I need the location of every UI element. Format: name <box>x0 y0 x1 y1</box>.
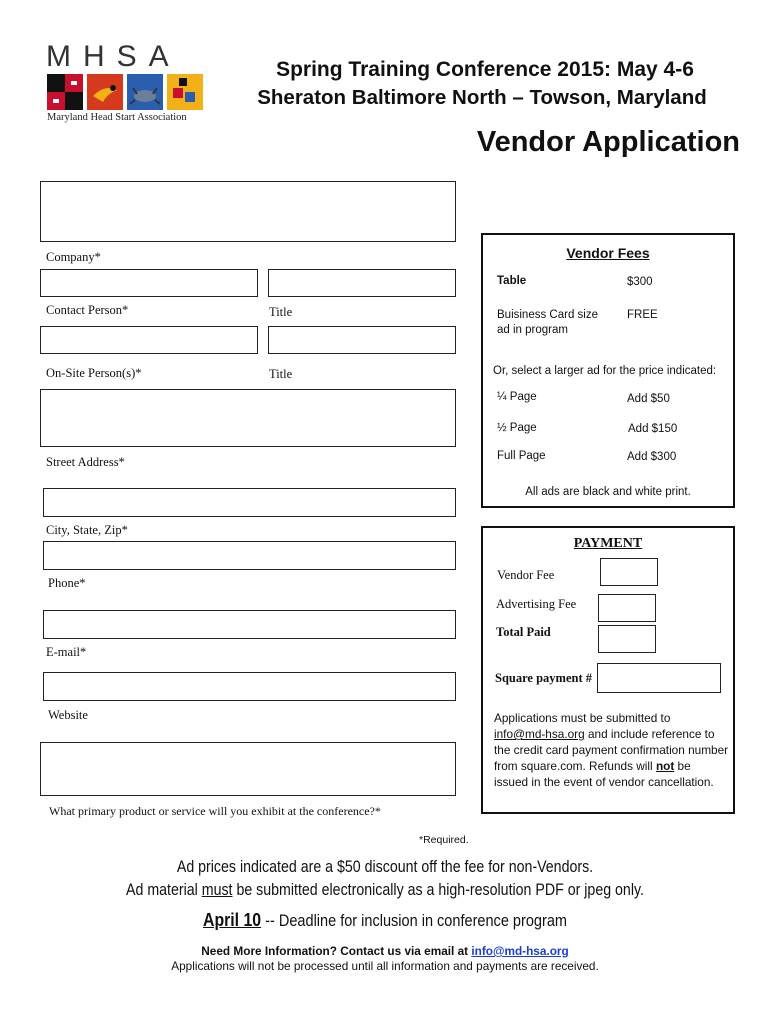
payment-note-line-2-text: and include reference to <box>584 727 715 741</box>
onsite-title-label: Title <box>269 367 293 381</box>
logo-tiles-icon <box>47 74 209 110</box>
larger-ad-note: Or, select a larger ad for the price indicated: <box>493 365 717 377</box>
business-card-label-1: Buisiness Card size <box>497 309 598 321</box>
contact-person-label: Contact Person* <box>46 303 129 317</box>
onsite-person-input[interactable] <box>40 326 258 354</box>
square-payment-label: Square payment # <box>495 671 593 685</box>
payment-note-line-4-end: be <box>674 759 691 773</box>
square-payment-input[interactable] <box>597 663 721 693</box>
payment-panel <box>481 526 735 814</box>
vendor-fee-label: Vendor Fee <box>497 568 555 582</box>
payment-note-line-5: issued in the event of vendor cancellation. <box>494 775 714 789</box>
contact-person-input[interactable] <box>40 269 258 297</box>
logo-subtitle: Maryland Head Start Association <box>47 112 187 123</box>
logo-image <box>47 74 209 110</box>
quarter-page-label: ¼ Page <box>497 391 537 403</box>
advertising-fee-label: Advertising Fee <box>496 597 577 611</box>
contact-title-label: Title <box>269 305 293 319</box>
contact-title-input[interactable] <box>268 269 456 297</box>
deadline-text: -- Deadline for inclusion in conference program <box>261 912 567 930</box>
payment-note-line-4 <box>494 758 734 774</box>
total-paid-input[interactable] <box>598 625 656 653</box>
deadline-date: April 10 <box>203 910 262 930</box>
payment-note-line-4-text: from square.com. Refunds will <box>494 759 656 773</box>
payment-note-line-1: Applications must be submitted to <box>494 711 671 725</box>
contact-email-link[interactable]: info@md-hsa.org <box>471 944 569 958</box>
conference-title: Spring Training Conference 2015: May 4-6 <box>276 58 694 81</box>
company-input[interactable] <box>40 181 456 242</box>
full-page-label: Full Page <box>497 450 546 462</box>
conference-venue: Sheraton Baltimore North – Towson, Maryland <box>257 86 707 109</box>
page-title: Vendor Application <box>476 126 740 158</box>
discount-note: Ad prices indicated are a $50 discount off the fee for non-Vendors. <box>176 858 594 876</box>
required-note: *Required. <box>419 834 469 846</box>
table-price: $300 <box>627 276 653 288</box>
phone-label: Phone* <box>48 576 86 590</box>
deadline-note <box>46 910 724 931</box>
street-address-input[interactable] <box>40 389 456 447</box>
business-card-label-2: ad in program <box>497 324 568 336</box>
vendor-fee-input[interactable] <box>600 558 658 586</box>
email-label: E-mail* <box>46 645 87 659</box>
black-white-note: All ads are black and white print. <box>525 486 691 498</box>
logo-letters: MHSA <box>46 40 181 73</box>
table-label: Table <box>497 275 527 287</box>
payment-heading: PAYMENT <box>573 536 643 551</box>
payment-note-line-3: the credit card payment confirmation number <box>494 743 729 757</box>
ad-material-text-a: Ad material <box>126 881 202 899</box>
vendor-fees-panel <box>481 233 735 508</box>
not-processed-note: Applications will not be processed until all information and payments are received. <box>171 959 599 973</box>
ad-material-note <box>54 881 716 900</box>
quarter-page-price: Add $50 <box>627 393 670 405</box>
product-service-label: What primary product or service will you exhibit at the conference?* <box>49 804 381 818</box>
website-label: Website <box>48 708 88 722</box>
product-service-input[interactable] <box>40 742 456 796</box>
onsite-person-label: On-Site Person(s)* <box>46 366 142 380</box>
payment-email-link[interactable]: info@md-hsa.org <box>494 727 585 741</box>
email-input[interactable] <box>43 610 456 639</box>
full-page-price: Add $300 <box>627 451 677 463</box>
business-card-price: FREE <box>627 309 658 321</box>
ad-material-must: must <box>201 881 233 899</box>
payment-note-not: not <box>655 759 675 773</box>
contact-text: Need More Information? Contact us via email at <box>201 944 472 958</box>
total-paid-label: Total Paid <box>496 625 551 639</box>
onsite-title-input[interactable] <box>268 326 456 354</box>
payment-note-line-2 <box>494 726 734 742</box>
phone-input[interactable] <box>43 541 456 570</box>
city-state-zip-label: City, State, Zip* <box>46 523 128 537</box>
company-label: Company* <box>46 250 101 264</box>
payment-note <box>494 710 734 790</box>
website-input[interactable] <box>43 672 456 701</box>
advertising-fee-input[interactable] <box>598 594 656 622</box>
ad-material-text-b: be submitted electronically as a high-resolution PDF or jpeg only. <box>232 881 644 899</box>
fees-heading: Vendor Fees <box>566 245 650 261</box>
half-page-label: ½ Page <box>497 422 537 434</box>
street-address-label: Street Address* <box>46 455 125 469</box>
city-state-zip-input[interactable] <box>43 488 456 517</box>
contact-note <box>0 944 770 958</box>
half-page-price: Add $150 <box>628 423 678 435</box>
